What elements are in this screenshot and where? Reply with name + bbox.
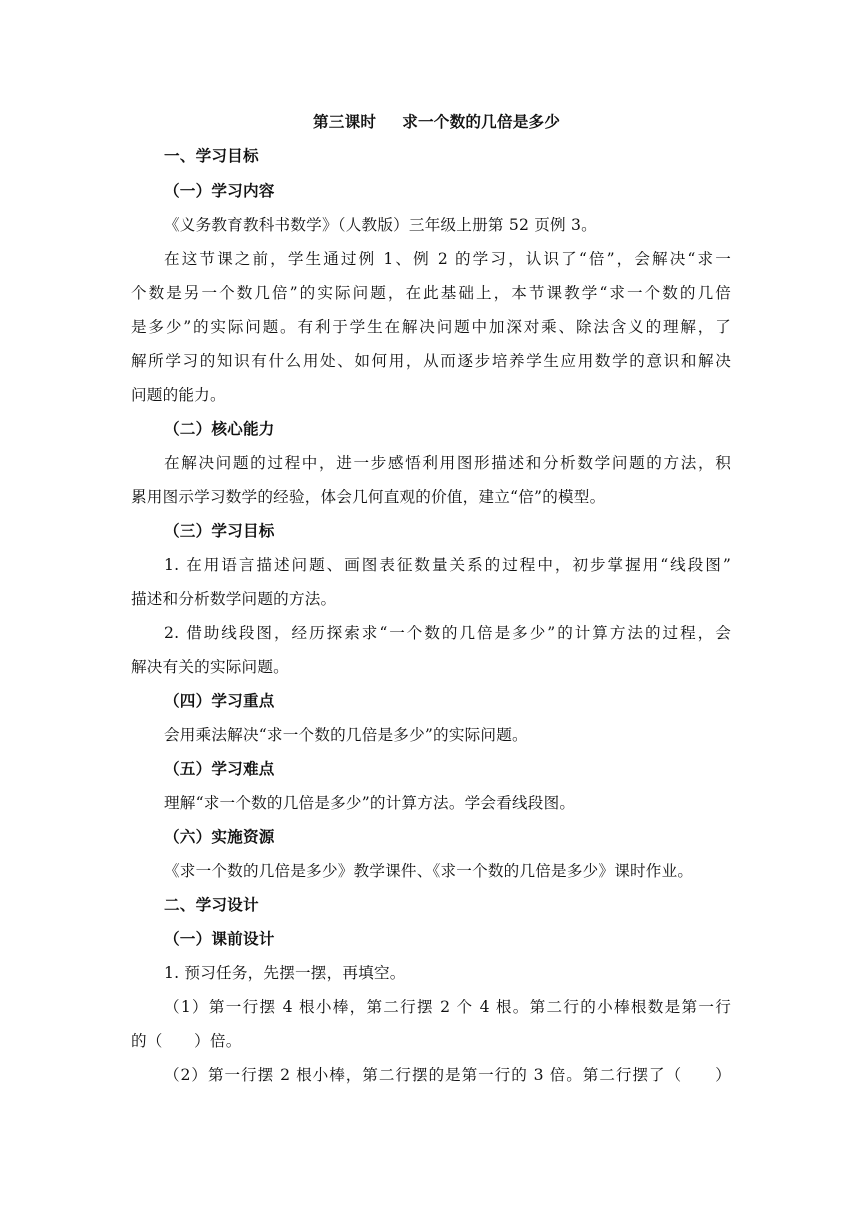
lesson-label: 第三课时	[313, 112, 377, 131]
subheading-core-ability: （二）核心能力	[164, 419, 275, 438]
content-paragraph-line: 个数是另一个数几倍”的实际问题，在此基础上，本节课教学“求一个数的几倍	[131, 284, 731, 302]
difficulty-text: 理解“求一个数的几倍是多少”的计算方法。学会看线段图。	[164, 794, 576, 812]
question-1-line: 的（ ）倍。	[131, 1032, 242, 1050]
subheading-learning-goals: （三）学习目标	[164, 521, 275, 540]
content-paragraph-line: 问题的能力。	[131, 386, 226, 404]
subheading-resources: （六）实施资源	[164, 827, 275, 846]
content-paragraph-line: 在这节课之前，学生通过例 1、例 2 的学习，认识了“倍”，会解决“求一	[164, 250, 731, 268]
goal-2-line: 2. 借助线段图，经历探索求“一个数的几倍是多少”的计算方法的过程，会	[164, 624, 731, 642]
core-paragraph-line: 在解决问题的过程中，进一步感悟利用图形描述和分析数学问题的方法，积	[164, 454, 731, 472]
subheading-pre-class: （一）课前设计	[164, 929, 275, 948]
content-source: 《义务教育教科书数学》（人教版）三年级上册第 52 页例 3。	[164, 216, 597, 234]
section-heading-goals: 一、学习目标	[164, 146, 259, 165]
goal-2-line: 解决有关的实际问题。	[131, 658, 289, 676]
content-paragraph-line: 解所学习的知识有什么用处、如何用，从而逐步培养学生应用数学的意识和解决	[131, 352, 731, 370]
goal-1-line: 描述和分析数学问题的方法。	[131, 590, 337, 608]
core-paragraph-line: 累用图示学习数学的经验，体会几何直观的价值，建立“倍”的模型。	[131, 488, 606, 506]
question-1-line: （1）第一行摆 4 根小棒，第二行摆 2 个 4 根。第二行的小棒根数是第一行	[164, 998, 731, 1016]
subheading-content: （一）学习内容	[164, 181, 275, 200]
preview-task: 1. 预习任务，先摆一摆，再填空。	[164, 964, 406, 982]
key-point-text: 会用乘法解决“求一个数的几倍是多少”的实际问题。	[164, 726, 528, 744]
content-paragraph-line: 是多少”的实际问题。有利于学生在解决问题中加深对乘、除法含义的理解，了	[131, 318, 731, 336]
lesson-topic: 求一个数的几倍是多少	[402, 112, 561, 131]
subheading-difficulty: （五）学习难点	[164, 759, 275, 778]
goal-1-line: 1. 在用语言描述问题、画图表征数量关系的过程中，初步掌握用“线段图”	[164, 556, 731, 574]
subheading-key-point: （四）学习重点	[164, 691, 275, 710]
question-2-line: （2）第一行摆 2 根小棒，第二行摆的是第一行的 3 倍。第二行摆了（ ）	[164, 1066, 731, 1084]
section-heading-design: 二、学习设计	[164, 895, 259, 914]
page-title	[313, 112, 560, 132]
resources-text: 《求一个数的几倍是多少》教学课件、《求一个数的几倍是多少》课时作业。	[164, 862, 694, 880]
